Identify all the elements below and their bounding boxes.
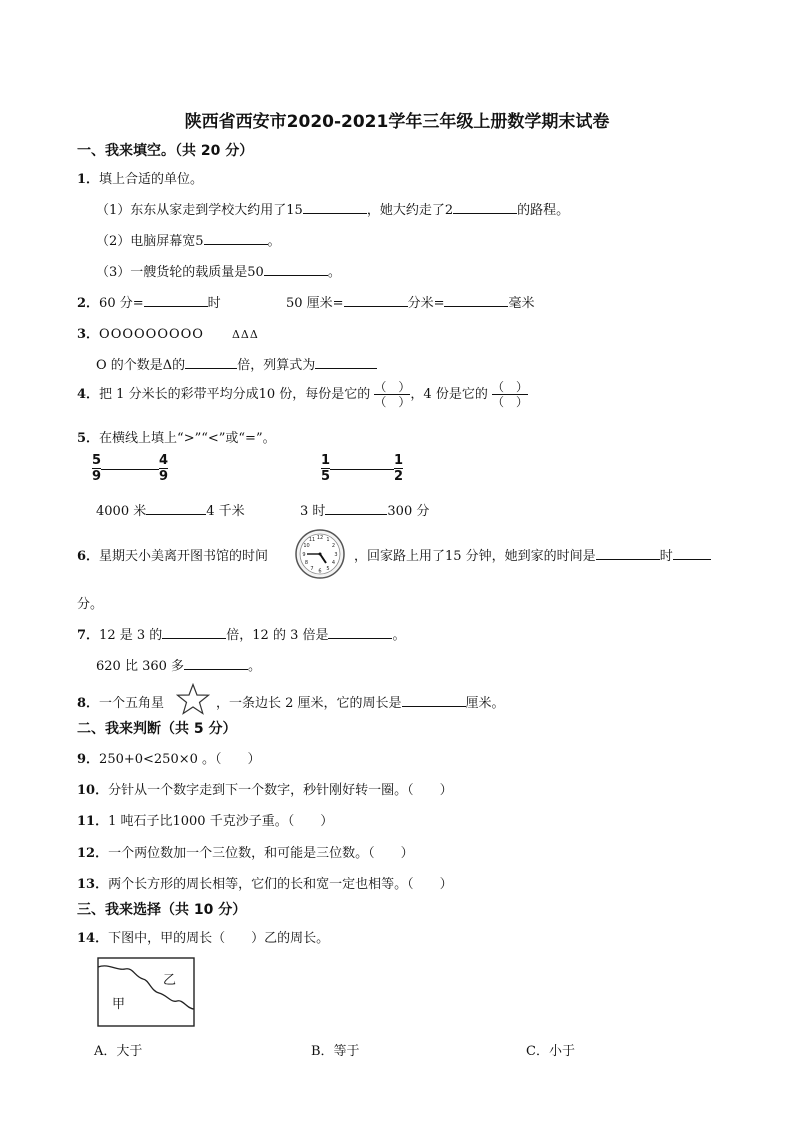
question-2-second xyxy=(286,292,535,311)
part-text: 。 xyxy=(327,265,341,280)
question-text: 毫米 xyxy=(508,296,535,311)
triangles-row: ΔΔΔ xyxy=(231,328,259,341)
question-7 xyxy=(77,624,406,643)
question-12[interactable] xyxy=(77,842,414,861)
part-text: 的路程。 xyxy=(517,203,570,218)
perimeter-figure xyxy=(97,957,195,1027)
compare-blank[interactable] xyxy=(325,501,387,515)
figure-drawing xyxy=(97,957,195,1027)
question-number: 6． xyxy=(77,549,100,564)
question-8 xyxy=(77,692,164,711)
compare-units-2 xyxy=(300,500,429,519)
question-number: 1． xyxy=(77,172,100,187)
question-text: 12 是 3 的 xyxy=(99,628,163,643)
circles-row: OOOOOOOOO xyxy=(99,327,204,342)
question-text: 。 xyxy=(392,628,406,643)
section-heading-choose: 三、我来选择（共 10 分） xyxy=(77,902,247,918)
compare-text: 3 时 xyxy=(300,504,326,519)
question-text: 。 xyxy=(248,659,262,674)
question-1 xyxy=(77,168,203,187)
part-text: （1）东东从家走到学校大约用了15 xyxy=(96,203,303,218)
question-6-end: 分。 xyxy=(77,597,104,612)
option-a[interactable]: A．大于 xyxy=(94,1044,143,1059)
question-8-cont xyxy=(216,692,505,711)
question-text: 时 xyxy=(207,296,221,311)
question-1-part-3 xyxy=(96,261,341,280)
question-text: 分针从一个数字走到下一个数字，秒针刚好转一圈。（ ） xyxy=(108,783,453,798)
part-text: （2）电脑屏幕宽5 xyxy=(96,234,204,249)
compare-units-1 xyxy=(96,500,245,519)
question-9[interactable] xyxy=(77,748,261,767)
answer-blank[interactable] xyxy=(453,200,517,214)
question-text: 60 分= xyxy=(99,296,144,311)
question-number: 14． xyxy=(77,931,109,946)
question-7-part-2 xyxy=(96,655,261,674)
answer-blank[interactable] xyxy=(144,293,208,307)
answer-blank[interactable] xyxy=(596,546,660,560)
question-5 xyxy=(77,427,276,446)
clock-icon xyxy=(294,528,346,580)
answer-blank[interactable] xyxy=(315,355,377,369)
answer-blank[interactable] xyxy=(204,231,268,245)
svg-text:5: 5 xyxy=(326,566,330,572)
answer-blank[interactable] xyxy=(673,546,711,560)
part-text: 。 xyxy=(267,234,281,249)
svg-text:10: 10 xyxy=(303,543,310,549)
fraction: 1 2 xyxy=(394,453,404,484)
question-number: 13． xyxy=(77,877,109,892)
question-text: 下图中，甲的周长（ ）乙的周长。 xyxy=(108,931,330,946)
label-yi: 乙 xyxy=(163,973,177,988)
compare-fractions-1 xyxy=(92,453,168,484)
svg-text:2: 2 xyxy=(331,543,336,549)
question-text: 50 厘米= xyxy=(286,296,344,311)
question-1-part-2 xyxy=(96,230,281,249)
question-text: 倍，列算式为 xyxy=(237,358,316,373)
question-text: 填上合适的单位。 xyxy=(99,172,204,187)
svg-text:12: 12 xyxy=(316,535,324,541)
fraction-blank[interactable]: $\frac{( )}{( )}$ xyxy=(491,380,528,409)
question-number: 9． xyxy=(77,752,100,767)
question-number: 5． xyxy=(77,431,100,446)
part-text: （3）一艘货轮的载质量是50 xyxy=(96,265,264,280)
question-text: 厘米。 xyxy=(465,696,505,711)
question-text: 星期天小美离开图书馆的时间 xyxy=(99,549,269,564)
fraction: 4 9 xyxy=(159,453,169,484)
question-3 xyxy=(77,323,259,342)
question-text: ，4 份是它的 xyxy=(410,387,488,402)
question-text: 倍，12 的 3 倍是 xyxy=(226,628,329,643)
question-text: 620 比 360 多 xyxy=(96,659,185,674)
svg-text:7: 7 xyxy=(310,566,314,572)
answer-blank[interactable] xyxy=(344,293,408,307)
question-number: 12． xyxy=(77,846,109,861)
compare-blank[interactable] xyxy=(146,501,206,515)
svg-text:6: 6 xyxy=(318,568,322,575)
question-text: 两个长方形的周长相等，它们的长和宽一定也相等。（ ） xyxy=(108,877,453,892)
question-number: 4． xyxy=(77,387,100,402)
question-text: 一个五角星 xyxy=(99,696,165,711)
question-11[interactable] xyxy=(77,810,333,829)
svg-text:4: 4 xyxy=(331,560,336,566)
svg-text:11: 11 xyxy=(308,537,316,543)
question-text: 250+0<250×0 。（ ） xyxy=(99,752,261,767)
question-number: 2． xyxy=(77,296,100,311)
question-text: 分米= xyxy=(407,296,445,311)
label-jia: 甲 xyxy=(112,997,126,1012)
svg-text:3: 3 xyxy=(334,552,338,558)
question-text: 一个两位数加一个三位数，和可能是三位数。（ ） xyxy=(108,846,414,861)
question-text: ，回家路上用了15 分钟，她到家的时间是 xyxy=(354,549,596,564)
answer-blank[interactable] xyxy=(444,293,508,307)
part-text: ，她大约走了2 xyxy=(366,203,454,218)
svg-text:1: 1 xyxy=(326,537,330,543)
question-13[interactable] xyxy=(77,873,453,892)
page-title: 陕西省西安市2020-2021学年三年级上册数学期末试卷 xyxy=(184,112,610,132)
question-text: 时 xyxy=(659,549,673,564)
svg-text:8: 8 xyxy=(304,560,309,566)
question-number: 8． xyxy=(77,696,100,711)
question-6-cont xyxy=(354,545,711,564)
answer-blank[interactable] xyxy=(185,355,237,369)
question-text: O 的个数是Δ的 xyxy=(96,358,186,373)
question-text: ，一条边长 2 厘米，它的周长是 xyxy=(216,696,402,711)
question-2 xyxy=(77,292,221,311)
answer-blank[interactable] xyxy=(328,625,392,639)
compare-blank[interactable] xyxy=(330,468,394,470)
question-14 xyxy=(77,927,329,946)
compare-text: 4 千米 xyxy=(206,504,245,519)
option-c[interactable]: C．小于 xyxy=(526,1044,575,1059)
fraction: 5 9 xyxy=(92,453,102,484)
question-text: 把 1 分米长的彩带平均分成10 份，每份是它的 xyxy=(99,387,371,402)
question-number: 3． xyxy=(77,327,100,342)
compare-fractions-2 xyxy=(321,453,403,484)
answer-blank[interactable] xyxy=(303,200,367,214)
svg-text:9: 9 xyxy=(302,552,306,558)
question-number: 7． xyxy=(77,628,100,643)
fraction-blank[interactable]: $\frac{( )}{( )}$ xyxy=(374,380,411,409)
question-3-prompt xyxy=(96,354,377,373)
question-number: 10． xyxy=(77,783,109,798)
fraction: 1 5 xyxy=(321,453,331,484)
section-heading-judge: 二、我来判断（共 5 分） xyxy=(77,721,237,737)
compare-blank[interactable] xyxy=(101,468,159,470)
option-b[interactable]: B．等于 xyxy=(311,1044,360,1059)
question-text: 1 吨石子比1000 千克沙子重。（ ） xyxy=(108,814,334,829)
answer-blank[interactable] xyxy=(162,625,226,639)
answer-blank[interactable] xyxy=(402,693,466,707)
answer-blank[interactable] xyxy=(184,656,248,670)
question-number: 11． xyxy=(77,814,109,829)
star-icon xyxy=(176,683,210,715)
compare-text: 4000 米 xyxy=(96,504,147,519)
question-10[interactable] xyxy=(77,779,453,798)
question-1-part-1 xyxy=(96,199,569,218)
question-4 xyxy=(77,380,528,409)
section-heading-fill: 一、我来填空。（共 20 分） xyxy=(77,143,254,159)
answer-blank[interactable] xyxy=(264,262,328,276)
compare-text: 300 分 xyxy=(387,504,430,519)
question-text: 在横线上填上“>”“<”或“=”。 xyxy=(99,431,276,446)
question-6 xyxy=(77,545,268,564)
